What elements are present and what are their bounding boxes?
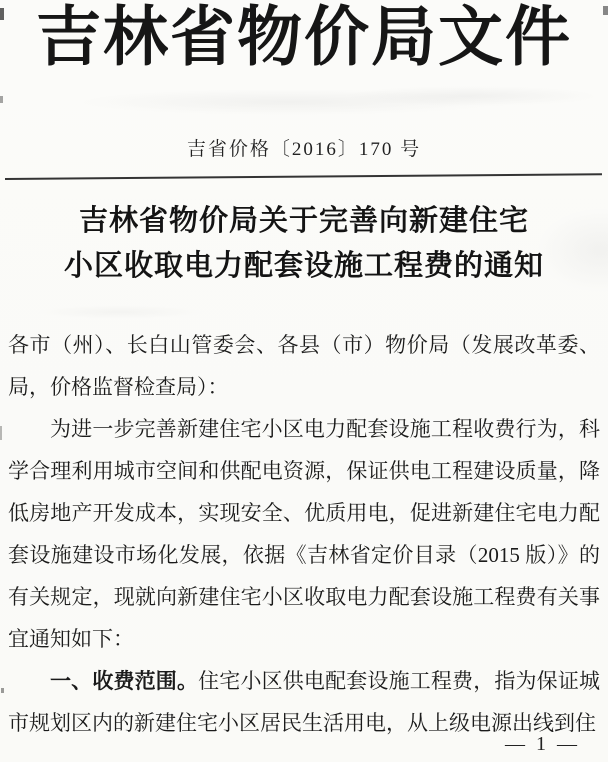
document-body <box>8 324 600 744</box>
document-title-line2: 小区收取电力配套设施工程费的通知 <box>63 250 544 282</box>
scan-speck <box>0 96 3 103</box>
addressee-line: 各市（州）、长白山管委会、各县（市）物价局（发展改革委、局，价格监督检查局）： <box>8 333 600 399</box>
agency-masthead-title: 吉林省物价局文件 <box>35 2 572 74</box>
document-reference-number: 吉省价格〔2016〕170 号 <box>186 139 422 160</box>
scan-speck <box>1 688 4 693</box>
section-1-heading: 一、收费范围。 <box>50 669 199 693</box>
body-paragraph-1: 为进一步完善新建住宅小区电力配套设施工程收费行为，科学合理利用城市空间和供配电资源，保证供电工程建设质量，降低房地产开发成本，实现安全、优质用电，促进新建住宅电力配套设施建设市场化发展，依据《吉林省定价目录（2015 版）》的有关规定，现就向新建住宅小区收取电力配套设施工程费有关事宜通知如下： <box>8 417 600 651</box>
document-title-line1: 吉林省物价局关于完善向新建住宅 <box>78 205 529 237</box>
page-number: — 1 — <box>505 733 580 755</box>
masthead-divider-line <box>5 173 602 180</box>
body-paragraph-2 <box>8 660 600 744</box>
document-title <box>0 199 608 289</box>
scan-speck <box>0 426 2 440</box>
section-1-text: 住宅小区供电配套设施工程费，指为保证城市规划区内的新建住宅小区居民生活用电，从上级电源出线到住 <box>8 669 601 735</box>
